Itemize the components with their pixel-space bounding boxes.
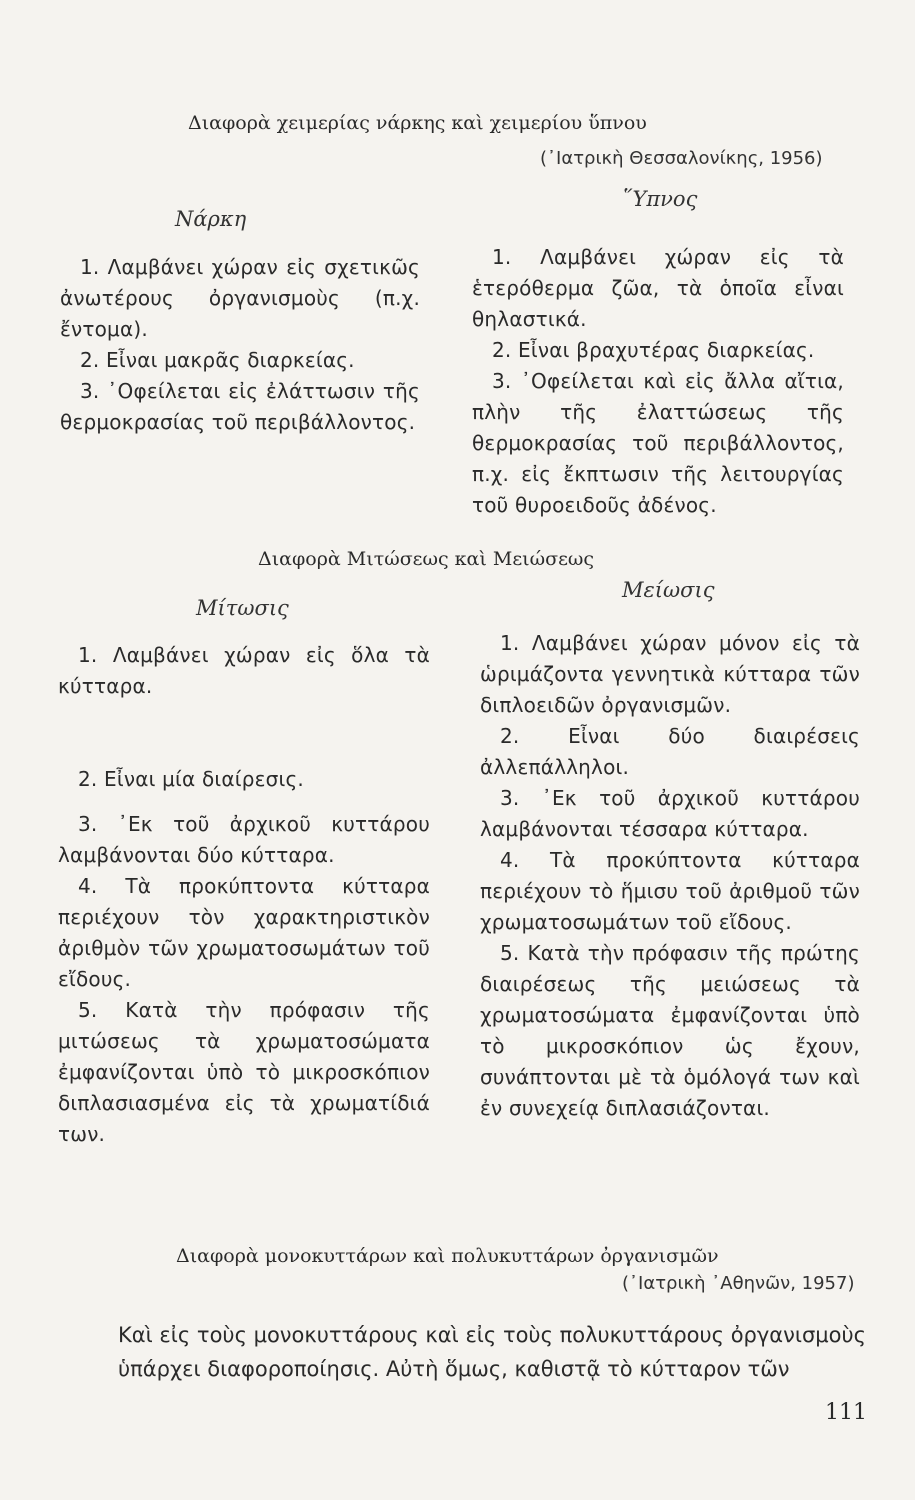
- list-item: 1. Λαμβάνει χώραν εἰς ὅλα τὰ κύτταρα.: [58, 643, 430, 698]
- column-heading-mitosis: Μίτωσις: [196, 596, 289, 620]
- list-item: 3. ᾿Εκ τοῦ ἀρχικοῦ κυττάρου λαμβάνονται δύο κύτταρα.: [58, 812, 430, 867]
- column-heading-narki: Νάρκη: [175, 207, 247, 231]
- section-title-hibernation: Διαφορὰ χειμερίας νάρκης καὶ χειμερίου ὕπνου: [188, 112, 647, 134]
- list-item: 2. Εἶναι μία διαίρεσις.: [78, 767, 304, 791]
- list-item: 3. ᾿Οφείλεται καὶ εἰς ἄλλα αἴτια, πλὴν τῆς ἐλαττώσεως τῆς θερμοκρασίας τοῦ περιβάλλοντος, π.χ. εἰς ἔκπτωσιν τῆς λειτουργίας τοῦ θυροειδοῦς ἀδένος.: [472, 369, 844, 517]
- citation-thessaloniki: (᾿Ιατρικὴ Θεσσαλονίκης, 1956): [540, 148, 823, 169]
- page-number: 111: [825, 1400, 867, 1425]
- right-column-meiosis: [480, 628, 860, 1124]
- body-paragraph: Καὶ εἰς τοὺς μονοκυττάρους καὶ εἰς τοὺς πολυκυττάρους ὀργανισμοὺς ὑπάρχει διαφοροποίησις. Αὐτὴ ὅμως, καθιστᾷ τὸ κύτταρον τῶν: [118, 1323, 866, 1381]
- column-heading-ypnos: ῞Υπνος: [622, 187, 698, 211]
- list-item: 2. Εἶναι βραχυτέρας διαρκείας.: [492, 338, 815, 362]
- citation-athens: (᾿Ιατρικὴ ᾿Αθηνῶν, 1957): [622, 1273, 855, 1294]
- list-item: 1. Λαμβάνει χώραν εἰς τὰ ἑτερόθερμα ζῶα, τὰ ὁποῖα εἶναι θηλαστικά.: [472, 245, 844, 331]
- left-column-mitosis: [58, 640, 430, 1150]
- list-item: 2. Εἶναι μακρᾶς διαρκείας.: [80, 348, 355, 372]
- list-item: 3. ᾿Οφείλεται εἰς ἐλάττωσιν τῆς θερμοκρασίας τοῦ περιβάλλοντος.: [60, 379, 420, 434]
- column-heading-meiosis: Μείωσις: [622, 578, 715, 602]
- list-item: 3. ᾿Εκ τοῦ ἀρχικοῦ κυττάρου λαμβάνονται τέσσαρα κύτταρα.: [480, 786, 860, 841]
- left-column-narki: [60, 252, 420, 438]
- section-title-mitosis-meiosis: Διαφορὰ Μιτώσεως καὶ Μειώσεως: [258, 548, 595, 570]
- list-item: 2. Εἶναι δύο διαιρέσεις ἀλλεπάλληλοι.: [480, 724, 860, 779]
- list-item: 4. Τὰ προκύπτοντα κύτταρα περιέχουν τὸ ἥμισυ τοῦ ἀριθμοῦ τῶν χρωματοσωμάτων τοῦ εἴδους.: [480, 848, 860, 934]
- list-item: 5. Κατὰ τὴν πρόφασιν τῆς πρώτης διαιρέσεως τῆς μειώσεως τὰ χρωματοσώματα ἐμφανίζονται ὑπὸ τὸ μικροσκόπιον ὡς ἔχουν, συνάπτονται μὲ τὰ ὁμόλογά των καὶ ἐν συνεχείᾳ διπλασιάζονται.: [480, 941, 860, 1120]
- list-item: 5. Κατὰ τὴν πρόφασιν τῆς μιτώσεως τὰ χρωματοσώματα ἐμφανίζονται ὑπὸ τὸ μικροσκόπιον διπλασιασμένα εἰς τὰ χρωματίδιά των.: [58, 998, 430, 1146]
- right-column-ypnos: [472, 242, 844, 521]
- list-item: 1. Λαμβάνει χώραν εἰς σχετικῶς ἀνωτέρους ὀργανισμοὺς (π.χ. ἔντομα).: [60, 255, 420, 341]
- section-title-unicellular: Διαφορὰ μονοκυττάρων καὶ πολυκυττάρων ὀργανισμῶν: [176, 1245, 719, 1267]
- list-item: 4. Τὰ προκύπτοντα κύτταρα περιέχουν τὸν χαρακτηριστικὸν ἀριθμὸν τῶν χρωματοσωμάτων τοῦ εἴδους.: [58, 874, 430, 991]
- list-item: 1. Λαμβάνει χώραν μόνον εἰς τὰ ὡριμάζοντα γεννητικὰ κύτταρα τῶν διπλοειδῶν ὀργανισμῶν.: [480, 631, 860, 717]
